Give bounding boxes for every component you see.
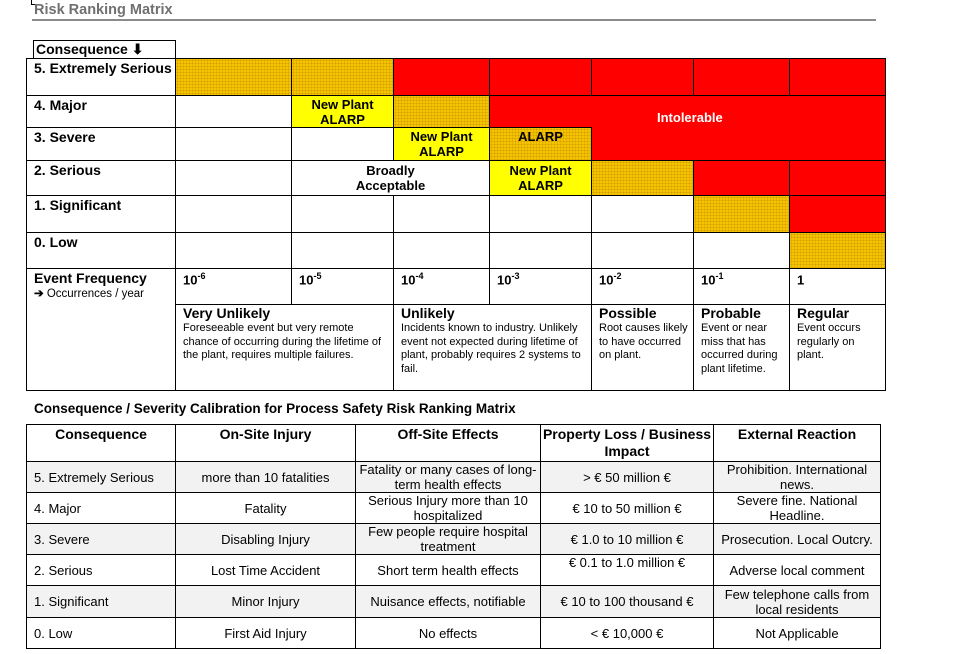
cell-off-site-effects: Serious Injury more than 10 hospitalized [356, 493, 541, 524]
row-label-low [26, 232, 176, 269]
row-label-text: 5. Extremely Serious [34, 60, 172, 76]
cell-text-line: Broadly [366, 163, 415, 178]
table-row [27, 524, 881, 555]
page-title: Risk Ranking Matrix [34, 2, 173, 18]
freq-cell-3 [393, 268, 490, 305]
cell-1-5 [591, 195, 694, 233]
cell-text-line: New Plant [410, 129, 473, 144]
table-row [27, 586, 881, 618]
cell-on-site-injury: First Aid Injury [176, 618, 356, 649]
cell-external-reaction: Severe fine. National Headline. [714, 493, 881, 524]
cell-consequence: 5. Extremely Serious [27, 462, 176, 493]
intolerable-label: Intolerable [657, 110, 723, 125]
cell-3-7 [789, 127, 886, 161]
cell-4-1 [175, 95, 292, 128]
cell-4-3 [393, 95, 490, 128]
cell-on-site-injury: Minor Injury [176, 586, 356, 618]
freq-exponent: -6 [197, 271, 206, 281]
cell-property-loss: € 10 to 50 million € [541, 493, 714, 524]
freq-exponent: -5 [313, 271, 322, 281]
likelihood-heading: Unlikely [401, 305, 455, 321]
arrow-down-icon: ⬇ [131, 41, 144, 57]
header-external-reaction: External Reaction [714, 425, 881, 462]
freq-base: 10 [183, 272, 198, 288]
row-label-text: 2. Serious [34, 162, 101, 178]
likelihood-description: Foreseeable event but very remote chance of occurring during the lifetime of the plant, requires multiple failures. [183, 322, 382, 361]
header-on-site-injury: On-Site Injury [176, 425, 356, 462]
cell-consequence: 3. Severe [27, 524, 176, 555]
cell-property-loss: € 1.0 to 10 million € [541, 524, 714, 555]
consequence-header-label: Consequence [36, 41, 128, 57]
likelihood-heading: Regular [797, 305, 850, 321]
freq-exponent: -1 [715, 271, 724, 281]
freq-exponent: -4 [415, 271, 424, 281]
likelihood-description: Root causes likely to have occurred on plant. [599, 322, 688, 361]
cell-consequence: 2. Serious [27, 555, 176, 586]
likelihood-description: Incidents known to industry. Unlikely event not expected during lifetime of plant, probably requires 2 systems to fail. [401, 322, 581, 375]
cell-1-4 [489, 195, 592, 233]
cell-2-5 [591, 160, 694, 196]
cell-1-1 [175, 195, 292, 233]
cell-0-7 [789, 232, 886, 269]
freq-base: 10 [701, 272, 716, 288]
cell-text-line: ALARP [518, 129, 563, 144]
cell-4-2-new-plant-alarp [291, 95, 394, 128]
cell-1-3 [393, 195, 490, 233]
cell-text-line: New Plant [311, 96, 374, 112]
cell-2-7 [789, 160, 886, 196]
cell-off-site-effects: Fatality or many cases of long-term health effects [356, 462, 541, 493]
likelihood-heading: Possible [599, 305, 657, 321]
cell-3-6 [693, 127, 790, 161]
cell-property-loss: < € 10,000 € [541, 618, 714, 649]
cell-5-1 [175, 58, 292, 96]
header-property-loss: Property Loss / Business Impact [541, 425, 714, 462]
row-label-significant [26, 195, 176, 233]
freq-cell-2 [291, 268, 394, 305]
arrow-right-icon: ➔ [34, 288, 44, 300]
freq-base: 10 [401, 272, 416, 288]
cell-external-reaction: Adverse local comment [714, 555, 881, 586]
cell-2-1 [175, 160, 292, 196]
freq-cell-7 [789, 268, 886, 305]
likelihood-regular [789, 304, 886, 391]
event-frequency-label-cell [26, 268, 176, 391]
cell-0-1 [175, 232, 292, 269]
occurrences-line [34, 287, 175, 301]
cell-1-2 [291, 195, 394, 233]
row-label-extremely-serious [26, 58, 176, 96]
calibration-table [26, 424, 881, 649]
likelihood-description: Event or near miss that has occurred during plant lifetime. [701, 322, 778, 375]
row-label-text: 1. Significant [34, 197, 122, 213]
freq-base: 10 [497, 272, 512, 288]
freq-exponent: -2 [613, 271, 622, 281]
cell-consequence: 4. Major [27, 493, 176, 524]
calibration-title: Consequence / Severity Calibration for Process Safety Risk Ranking Matrix [34, 401, 516, 416]
header-consequence: Consequence [27, 425, 176, 462]
cell-external-reaction: Not Applicable [714, 618, 881, 649]
event-frequency-label: Event Frequency [34, 270, 147, 286]
freq-cell-4 [489, 268, 592, 305]
cell-0-3 [393, 232, 490, 269]
cell-2-6 [693, 160, 790, 196]
likelihood-heading: Probable [701, 305, 761, 321]
cell-3-4-alarp [489, 127, 592, 161]
cell-on-site-injury: more than 10 fatalities [176, 462, 356, 493]
cell-3-2 [291, 127, 394, 161]
freq-base: 10 [299, 272, 314, 288]
cell-off-site-effects: Short term health effects [356, 555, 541, 586]
likelihood-description: Event occurs regularly on plant. [797, 322, 861, 361]
cell-0-6 [693, 232, 790, 269]
cell-1-6 [693, 195, 790, 233]
cell-consequence: 0. Low [27, 618, 176, 649]
freq-exponent: -3 [511, 271, 520, 281]
table-row [27, 462, 881, 493]
cell-on-site-injury: Disabling Injury [176, 524, 356, 555]
cell-off-site-effects: No effects [356, 618, 541, 649]
table-row [27, 618, 881, 649]
cell-consequence: 1. Significant [27, 586, 176, 618]
cell-5-3 [393, 58, 490, 96]
cell-3-5 [591, 127, 694, 161]
table-row [27, 555, 881, 586]
freq-cell-6 [693, 268, 790, 305]
cell-0-2 [291, 232, 394, 269]
cell-external-reaction: Prohibition. International news. [714, 462, 881, 493]
freq-cell-1 [175, 268, 292, 305]
cell-text-line: ALARP [518, 178, 563, 193]
cell-2-4-new-plant-alarp [489, 160, 592, 196]
cell-5-2 [291, 58, 394, 96]
calibration-header-row [27, 425, 881, 462]
row-label-text: 0. Low [34, 234, 78, 250]
cell-1-7 [789, 195, 886, 233]
cell-5-6 [693, 58, 790, 96]
cell-0-4 [489, 232, 592, 269]
header-off-site-effects: Off-Site Effects [356, 425, 541, 462]
cell-off-site-effects: Nuisance effects, notifiable [356, 586, 541, 618]
cell-5-7 [789, 58, 886, 96]
likelihood-unlikely [393, 304, 592, 391]
cell-3-3-new-plant-alarp [393, 127, 490, 161]
consequence-header [33, 40, 176, 59]
cell-text-line: ALARP [419, 144, 464, 159]
likelihood-very-unlikely [175, 304, 394, 391]
cell-off-site-effects: Few people require hospital treatment [356, 524, 541, 555]
cell-external-reaction: Prosecution. Local Outcry. [714, 524, 881, 555]
row-label-serious [26, 160, 176, 196]
row-label-text: 4. Major [34, 97, 87, 113]
cell-text-line: Acceptable [355, 178, 426, 193]
broadly-acceptable-zone [291, 160, 490, 196]
table-row [27, 493, 881, 524]
cell-property-loss: € 0.1 to 1.0 million € [541, 555, 714, 586]
cell-0-5 [591, 232, 694, 269]
likelihood-heading: Very Unlikely [183, 305, 271, 321]
freq-base: 1 [797, 272, 805, 288]
freq-cell-5 [591, 268, 694, 305]
cell-property-loss: > € 50 million € [541, 462, 714, 493]
freq-base: 10 [599, 272, 614, 288]
cell-external-reaction: Few telephone calls from local residents [714, 586, 881, 618]
cell-text-line: ALARP [320, 111, 365, 127]
row-label-major [26, 95, 176, 128]
cell-property-loss: € 10 to 100 thousand € [541, 586, 714, 618]
row-label-text: 3. Severe [34, 129, 96, 145]
likelihood-possible [591, 304, 694, 391]
cell-on-site-injury: Fatality [176, 493, 356, 524]
title-underline [32, 19, 876, 21]
likelihood-probable [693, 304, 790, 391]
cell-text-line: New Plant [509, 163, 572, 178]
row-label-severe [26, 127, 176, 161]
occurrences-label: Occurrences / year [46, 288, 144, 300]
cell-on-site-injury: Lost Time Accident [176, 555, 356, 586]
cell-5-5 [591, 58, 694, 96]
cell-5-4 [489, 58, 592, 96]
cell-3-1 [175, 127, 292, 161]
